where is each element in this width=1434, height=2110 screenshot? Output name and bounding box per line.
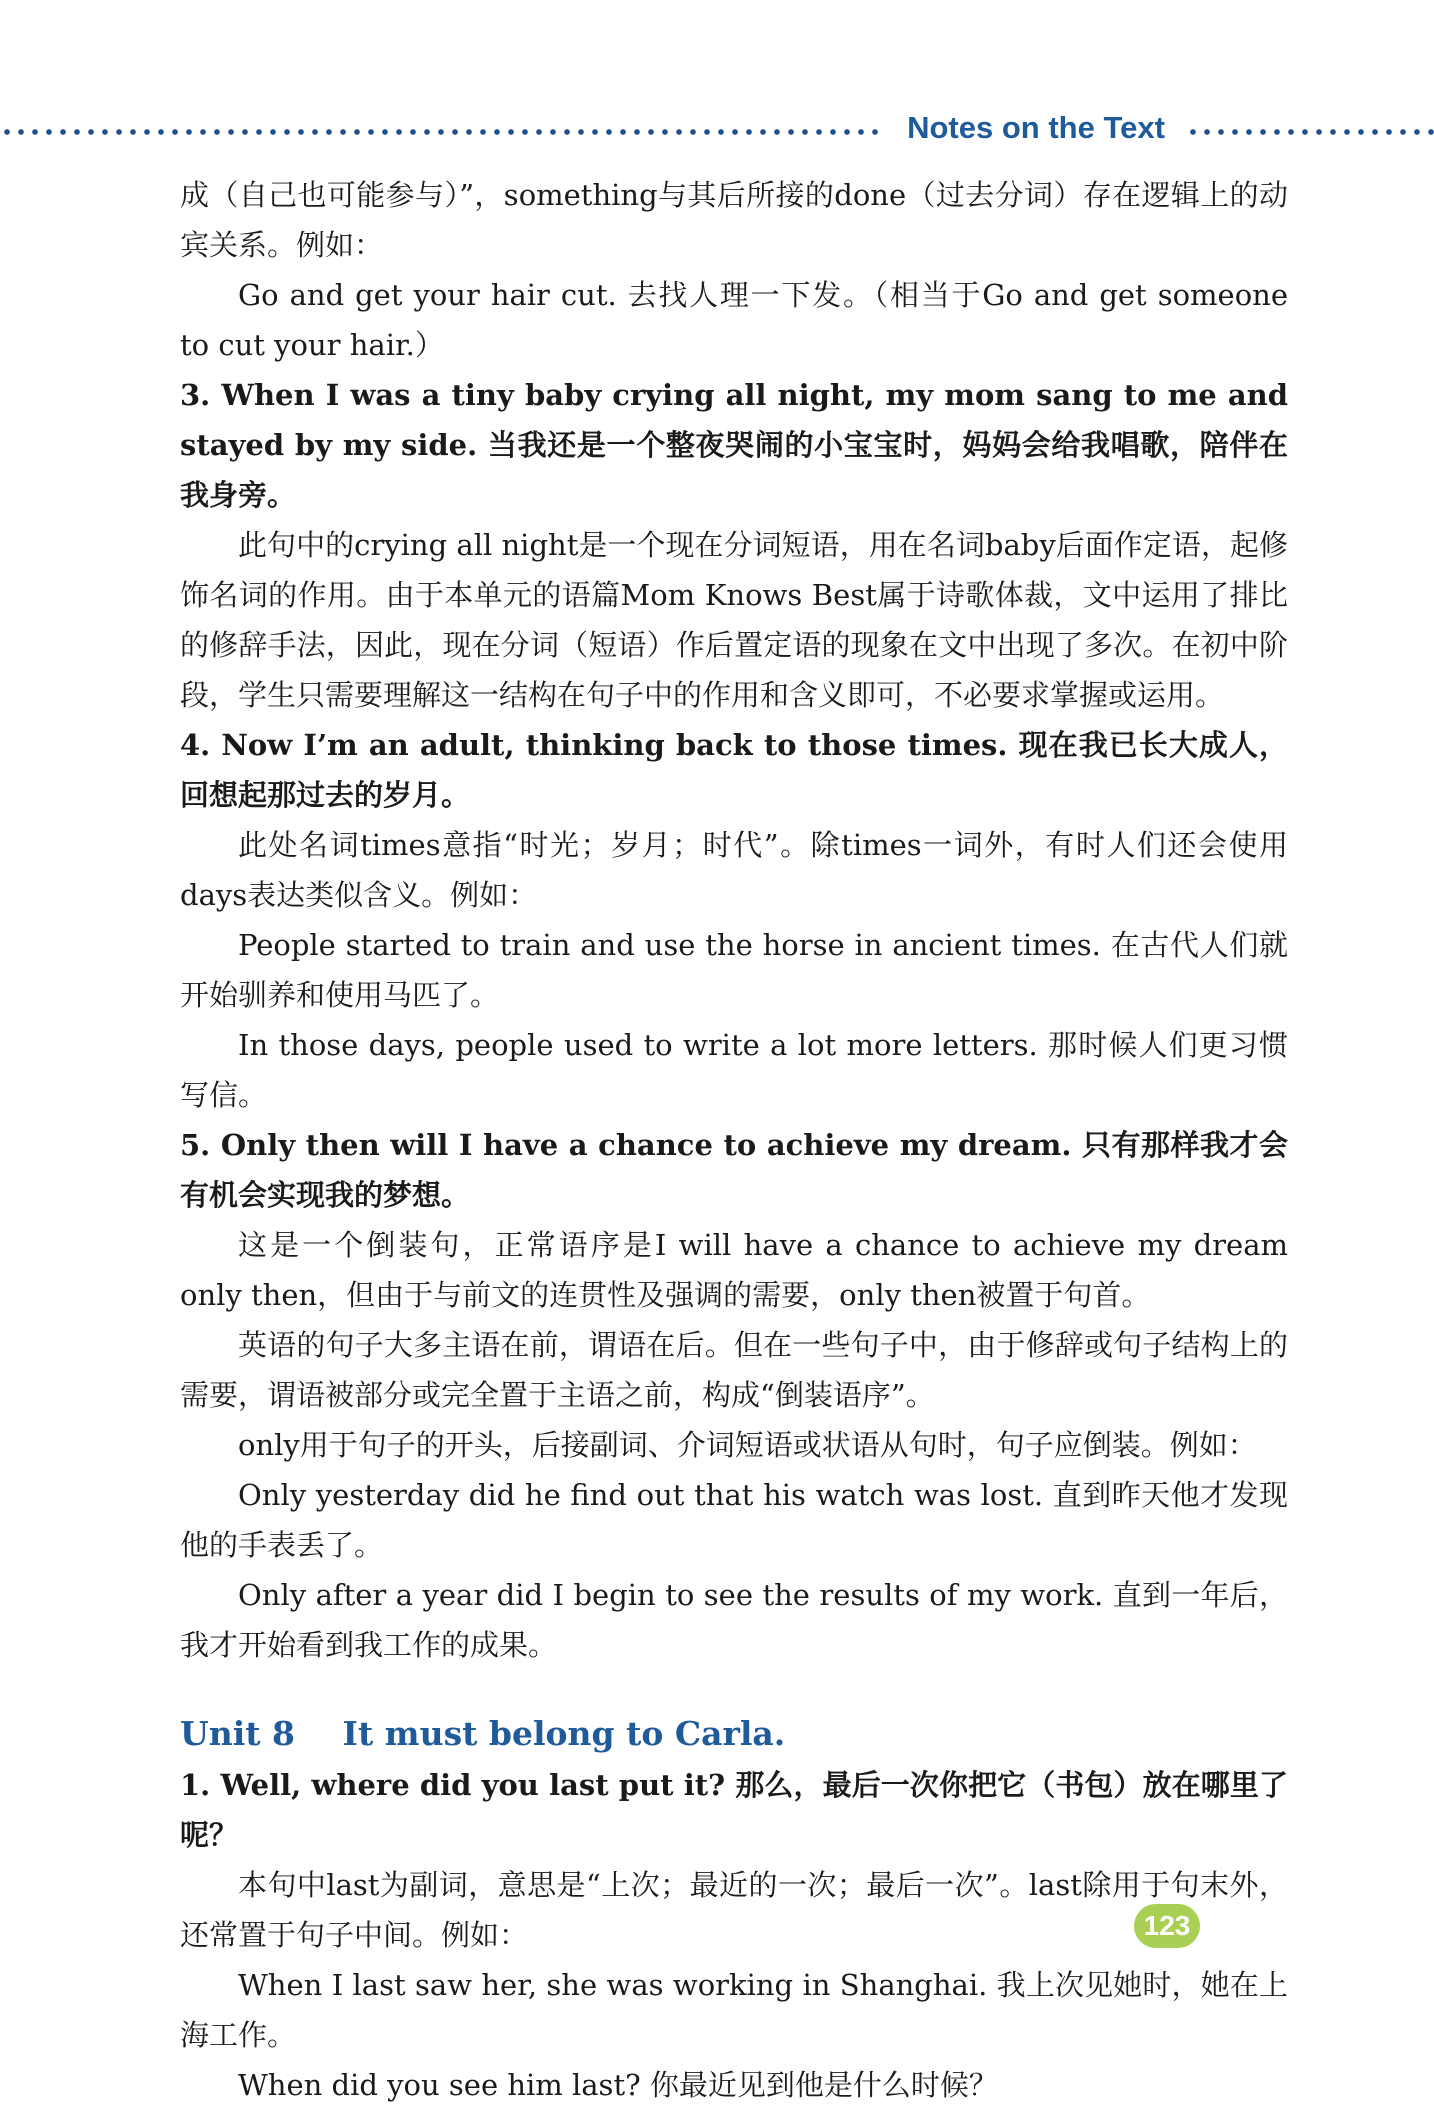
note-5-only-rule: only用于句子的开头，后接副词、介词短语或状语从句时，句子应倒装。例如： <box>238 1428 1257 1462</box>
unit-8-heading <box>180 1708 1288 1760</box>
note-5-explanation: 这是一个倒装句，正常语序是I will have a chance to achieve my dream only then，但由于与前文的连贯性及强调的需要，only then被置于句首。 <box>180 1228 1288 1312</box>
page-content <box>180 170 1288 2110</box>
prev-note-example: Go and get your hair cut. 去找人理一下发。（相当于Go and get someone to cut your hair.） <box>180 278 1288 362</box>
unit-8-note-1-heading: 1. Well, where did you last put it? 那么，最后一次你把它（书包）放在哪里了呢？ <box>180 1768 1288 1852</box>
prev-note-continuation: 成（自己也可能参与）”，something与其后所接的done（过去分词）存在逻辑上的动宾关系。例如： <box>180 178 1288 262</box>
note-4-example-1: People started to train and use the horse in ancient times. 在古代人们就开始驯养和使用马匹了。 <box>180 928 1288 1012</box>
note-4-explanation: 此处名词times意指“时光；岁月；时代”。除times一词外，有时人们还会使用days表达类似含义。例如： <box>180 828 1288 912</box>
unit-8-title: It must belong to Carla. <box>342 1714 786 1753</box>
unit-8-number: Unit 8 <box>180 1714 296 1753</box>
header-dotted-rule-right <box>1186 128 1434 136</box>
unit-8-note-1-explanation: 本句中last为副词，意思是“上次；最近的一次；最后一次”。last除用于句末外，还常置于句子中间。例如： <box>180 1868 1288 1952</box>
unit-8-note-1-example-1: When I last saw her, she was working in Shanghai. 我上次见她时，她在上海工作。 <box>180 1968 1288 2052</box>
header-title: Notes on the Text <box>907 110 1165 145</box>
note-5-example-1: Only yesterday did he find out that his watch was lost. 直到昨天他才发现他的手表丢了。 <box>180 1478 1288 1562</box>
note-3-heading: 3. When I was a tiny baby crying all night, my mom sang to me and stayed by my side. 当我还是一个整夜哭闹的小宝宝时，妈妈会给我唱歌，陪伴在我身旁。 <box>180 378 1288 512</box>
note-5-heading: 5. Only then will I have a chance to achieve my dream. 只有那样我才会有机会实现我的梦想。 <box>180 1128 1288 1212</box>
note-4-heading: 4. Now I’m an adult, thinking back to those times. 现在我已长大成人，回想起那过去的岁月。 <box>180 728 1288 812</box>
unit-8-note-1-example-2: When did you see him last? 你最近见到他是什么时候？ <box>238 2068 998 2102</box>
note-5-example-2: Only after a year did I begin to see the results of my work. 直到一年后，我才开始看到我工作的成果。 <box>180 1578 1288 1662</box>
header-dotted-rule-left <box>0 128 884 136</box>
note-4-example-2: In those days, people used to write a lot more letters. 那时候人们更习惯写信。 <box>180 1028 1288 1112</box>
note-5-inversion-rule: 英语的句子大多主语在前，谓语在后。但在一些句子中，由于修辞或句子结构上的需要，谓语被部分或完全置于主语之前，构成“倒装语序”。 <box>180 1328 1288 1412</box>
note-3-explanation: 此句中的crying all night是一个现在分词短语，用在名词baby后面作定语，起修饰名词的作用。由于本单元的语篇Mom Knows Best属于诗歌体裁，文中运用了排比的修辞手法，因此，现在分词（短语）作后置定语的现象在文中出现了多次。在初中阶段，学生只需要理解这一结构在句子中的作用和含义即可，不必要求掌握或运用。 <box>180 528 1288 712</box>
page-number-badge: 123 <box>1134 1904 1200 1948</box>
page-header <box>0 108 1434 152</box>
